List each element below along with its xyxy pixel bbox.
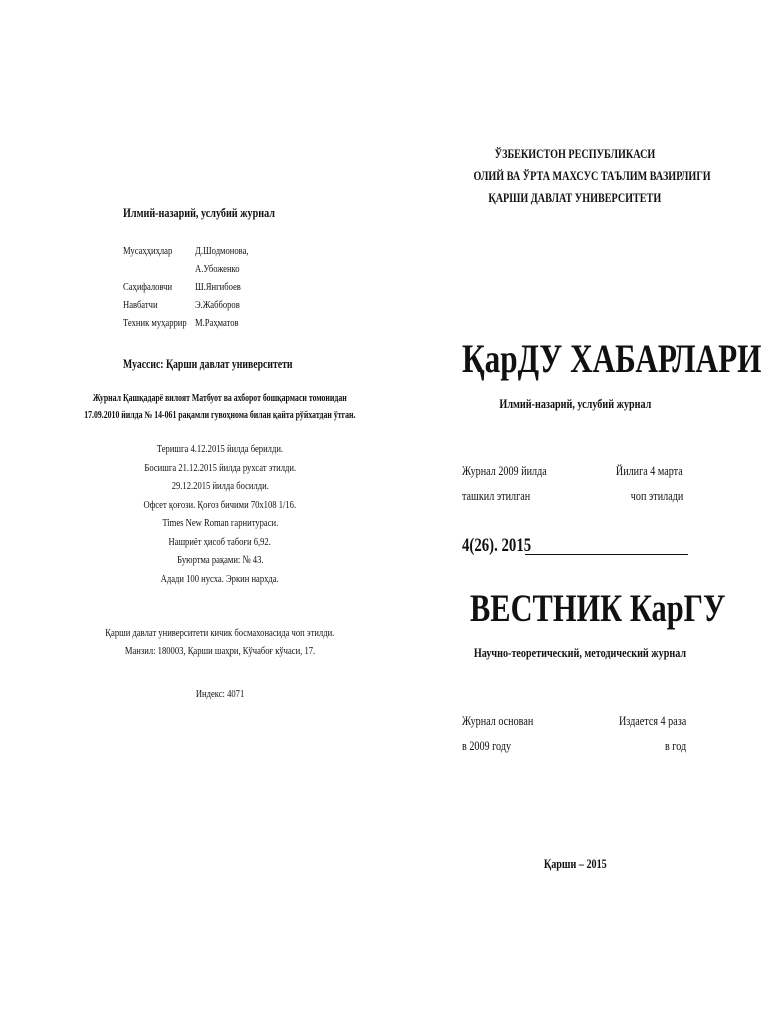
print-detail-line: Нашриёт ҳисоб табоғи 6,92. xyxy=(168,535,272,548)
ministry-line: ЎЗБЕКИСТОН РЕСПУБЛИКАСИ xyxy=(494,146,656,161)
journal-subtitle-ru: Научно-теоретический, методический журнал xyxy=(473,645,687,660)
staff-row xyxy=(123,245,383,263)
staff-role: Мусаҳҳиҳлар xyxy=(123,245,173,257)
staff-row xyxy=(123,281,383,299)
print-detail-line: Теришга 4.12.2015 йилда берилди. xyxy=(156,443,284,455)
staff-name: Д.Шодмонова, xyxy=(195,245,249,257)
journal-title-uz: ҚарДУ ХАБАРЛАРИ xyxy=(462,336,762,381)
issue-number: 4(26). 2015 xyxy=(462,535,532,556)
print-detail-line: Адади 100 нусха. Эркин нархда. xyxy=(160,572,280,585)
staff-role: Саҳифаловчи xyxy=(123,281,173,293)
print-detail-line: 29.12.2015 йилда босилди. xyxy=(171,480,269,492)
left-subtitle: Илмий-назарий, услубий журнал xyxy=(123,205,275,220)
staff-role: Навбатчи xyxy=(123,299,158,311)
journal-subtitle-uz: Илмий-назарий, услубий журнал xyxy=(499,396,651,411)
ministry-line: ҚАРШИ ДАВЛАТ УНИВЕРСИТЕТИ xyxy=(488,190,662,205)
city-year: Қарши – 2015 xyxy=(543,856,607,871)
info-ru-left-2: в 2009 году xyxy=(462,738,512,753)
registration-line: Журнал Қашқадарё вилоят Матбуот ва ахборот бошқармаси томонидан xyxy=(93,393,347,404)
staff-name: А.Убоженко xyxy=(195,263,240,275)
ministry-line: ОЛИЙ ВА ЎРТА МАХСУС ТАЪЛИМ ВАЗИРЛИГИ xyxy=(473,168,711,183)
printed-at-line: Қарши давлат университети кичик босмахонасида чоп этилди. xyxy=(105,627,335,639)
staff-name: М.Раҳматов xyxy=(195,317,239,329)
print-detail-line: Буюртма рақами: № 43. xyxy=(176,554,264,566)
info-uz-right-1: Йилига 4 марта xyxy=(616,463,683,478)
staff-name: Ш.Янгибоев xyxy=(195,281,241,293)
staff-row xyxy=(123,263,383,281)
print-details xyxy=(60,443,380,591)
staff-row xyxy=(123,299,383,317)
staff-role: Техник муҳаррир xyxy=(123,317,187,329)
staff-list xyxy=(123,245,383,335)
registration-line: 17.09.2010 йилда № 14-061 рақамли гувоҳнома билан қайта рўйхатдан ўтган. xyxy=(84,410,356,421)
ministry-header xyxy=(440,143,710,209)
issue-underline xyxy=(525,554,688,555)
info-ru-left-1: Журнал основан xyxy=(462,713,534,728)
staff-name: Э.Жабборов xyxy=(195,299,240,311)
journal-title-ru: ВЕСТНИК КарГУ xyxy=(470,587,726,630)
print-detail-line: Босишга 21.12.2015 йилда рухсат этилди. xyxy=(144,461,296,474)
info-uz-right-2: чоп этилади xyxy=(630,488,683,503)
printed-at xyxy=(40,627,400,663)
info-uz-left-1: Журнал 2009 йилда xyxy=(462,463,547,478)
info-ru-right-2: в год xyxy=(664,738,686,753)
print-detail-line: Офсет қоғози. Қоғоз бичими 70х108 1/16. xyxy=(143,498,297,511)
founder-line: Муассис: Қарши давлат университети xyxy=(123,357,293,371)
info-ru-right-1: Издается 4 раза xyxy=(618,713,686,728)
printed-at-line: Манзил: 180003, Қарши шаҳри, Кўчабоғ кўчаси, 17. xyxy=(124,645,316,657)
staff-row xyxy=(123,317,383,335)
info-uz-left-2: ташкил этилган xyxy=(462,488,531,503)
print-detail-line: Times New Roman гарнитураси. xyxy=(162,517,278,529)
index-line: Индекс: 4071 xyxy=(195,688,245,700)
